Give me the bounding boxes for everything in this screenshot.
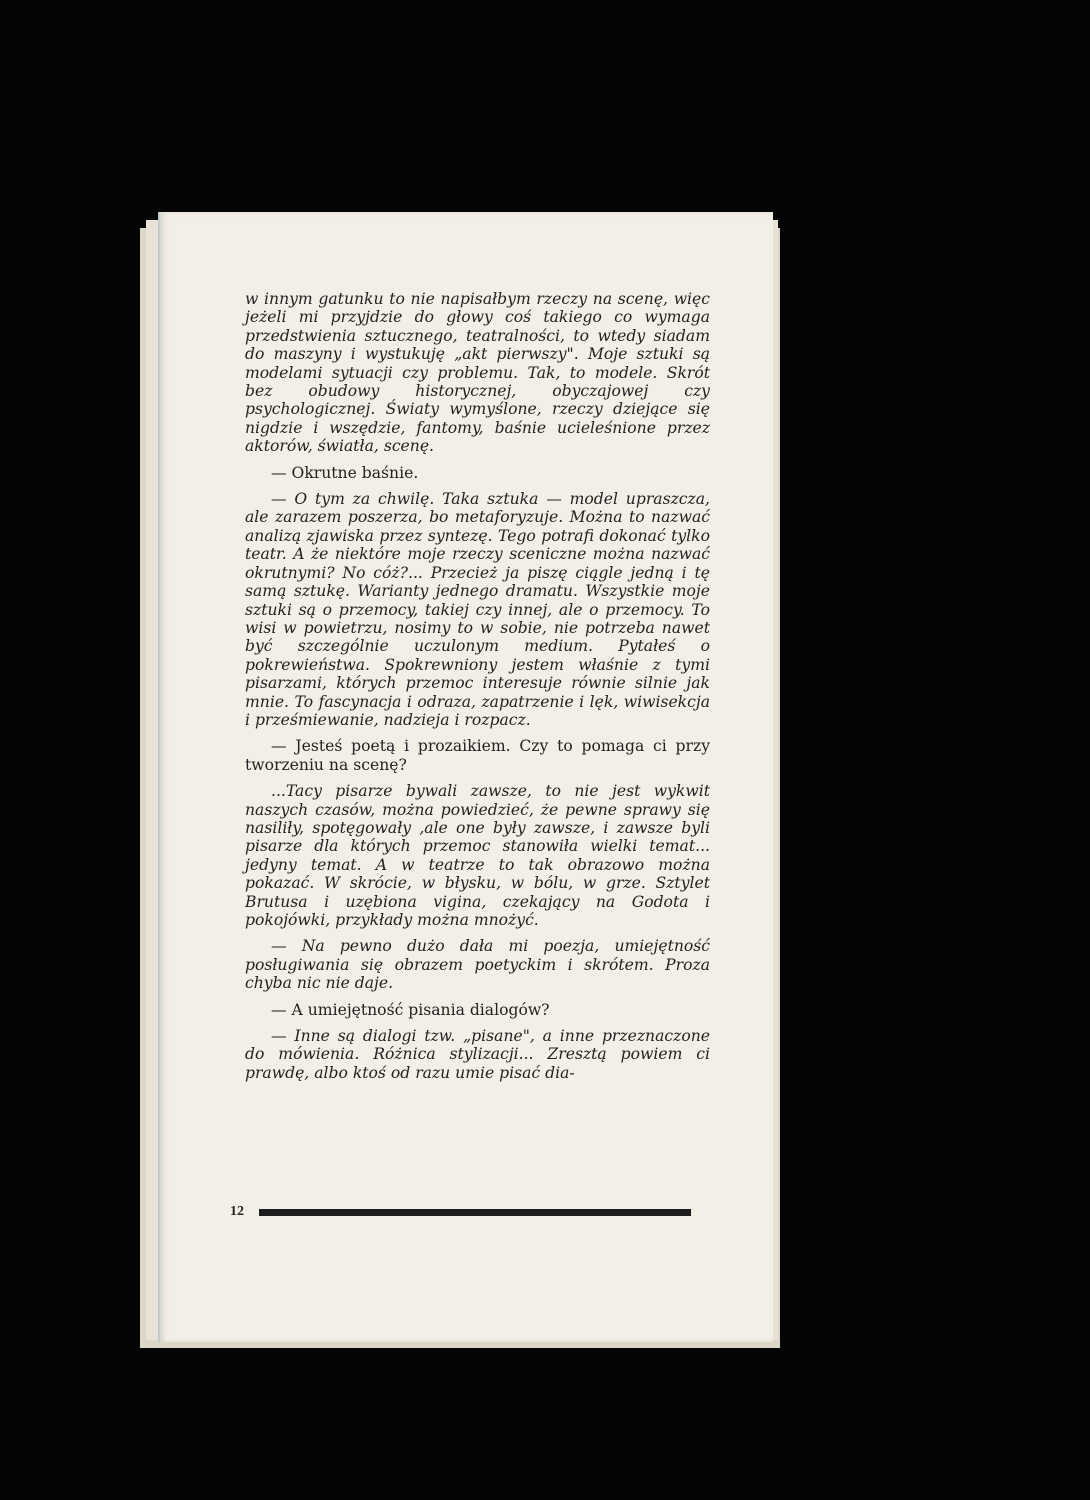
page-text [245,290,710,1090]
paragraph: — Okrutne baśnie. [271,463,419,482]
paragraph: ...Tacy pisarze bywali zawsze, to nie jest wykwit naszych czasów, można powiedzieć, że pewne sprawy się nasiliły, spotęgowały ,ale one były zawsze, i zawsze byli pisarze dla których przemoc stanowiła wielki temat... jedyny temat. A w teatrze to tak obrazowo można pokazać. W skrócie, w błysku, w bólu, w grze. Sztylet Brutusa i uzębiona vigina, czekający na Godota i pokojówki, przykłady można mnożyć. [245,782,710,929]
paragraph: w innym gatunku to nie napisałbym rzeczy na scenę, więc jeżeli mi przyjdzie do głowy coś takiego co wymaga przedstwienia sztucznego, teatralności, to wtedy siadam do maszyny i wystukuję „akt pierwszy". Moje sztuki są modelami sytuacji czy problemu. Tak, to modele. Skrót bez obudowy historycznej, obyczajowej czy psychologicznej. Światy wymyślone, rzeczy dziejące się nigdzie i wszędzie, fantomy, baśnie ucieleśnione przez aktorów, światła, scenę. [245,290,710,456]
book-page [158,212,773,1342]
paragraph: — Na pewno dużo dała mi poezja, umiejętność posługiwania się obrazem poetyckim i skrótem. Proza chyba nic nie daje. [245,937,710,993]
page-binding-edge [158,212,162,1342]
page-footer [230,1204,692,1222]
paragraph: — Jesteś poetą i prozaikiem. Czy to pomaga ci przy tworzeniu na scenę? [245,737,710,774]
paragraph: — A umiejętność pisania dialogów? [271,1000,550,1019]
paragraph: — O tym za chwilę. Taka sztuka — model upraszcza, ale zarazem poszerza, bo metaforyzuje. Można to nazwać analizą zjawiska przez syntezę. Tego potrafi dokonać tylko teatr. A że niektóre moje rzeczy sceniczne można nazwać okrutnymi? No cóż?... Przecież ja piszę ciągle jedną i tę samą sztukę. Warianty jednego dramatu. Wszystkie moje sztuki są o przemocy, takiej czy innej, ale o przemocy. To wisi w powietrzu, nosimy to w sobie, nie potrzeba nawet być szczególnie uczulonym medium. Pytałeś o pokrewieństwa. Spokrewniony jestem właśnie z tymi pisarzami, których przemoc interesuje równie silnie jak mnie. To fascynacja i odraza, zapatrzenie i lęk, wiwisekcja i prześmiewanie, nadzieja i rozpacz. [245,490,710,729]
paragraph: — Inne są dialogi tzw. „pisane", a inne przeznaczone do mówienia. Różnica stylizacji... Zresztą powiem ci prawdę, albo ktoś od razu umie pisać dia- [245,1027,710,1082]
page-number: 12 [230,1204,244,1219]
footer-rule [259,1209,691,1216]
